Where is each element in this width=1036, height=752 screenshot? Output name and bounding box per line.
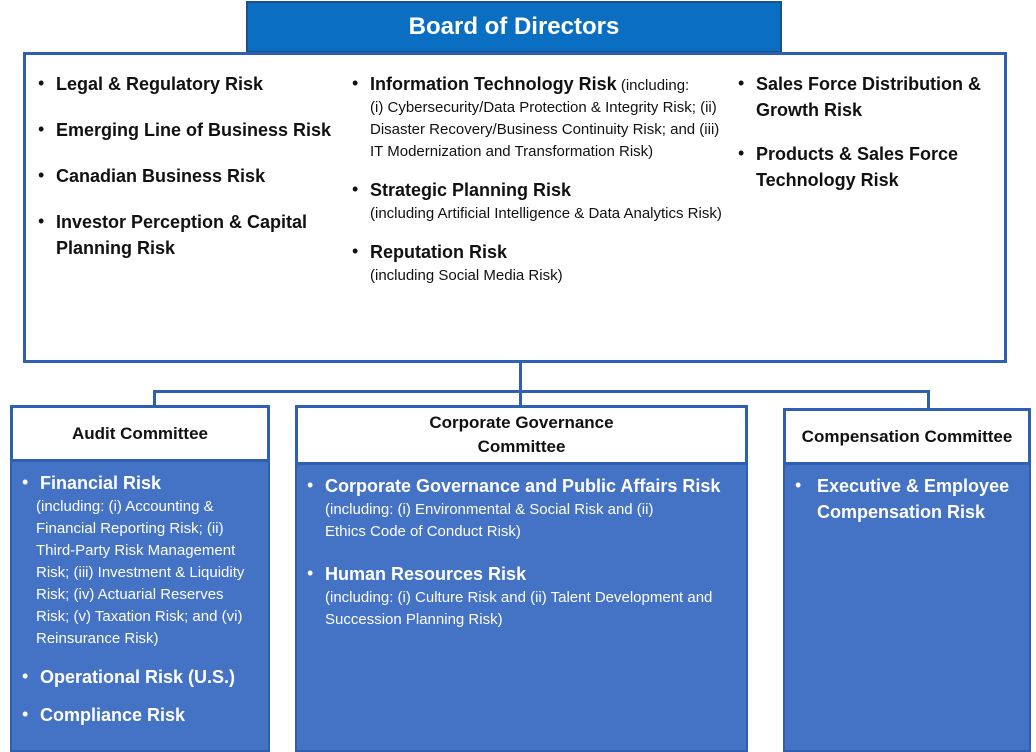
audit-committee-box	[10, 460, 270, 752]
risk-note: (including: (i) Accounting & Financial Reporting Risk; (ii) Third-Party Risk Management Risk; (iii) Investment & Liquidity Risk; (iv) Actuarial Reserves Risk; (v) Taxation Risk; and (vi) Reinsurance Risk)	[36, 498, 245, 647]
risk-label: • Strategic Planning Risk	[370, 180, 572, 200]
risk-label: • Executive & Employee Compensation Risk	[817, 476, 1010, 522]
committee-risk-item	[785, 473, 1029, 525]
board-risk-item	[34, 163, 344, 189]
board-column-3	[734, 71, 1004, 211]
board-risk-item	[734, 141, 1004, 193]
risk-note-inline: (including:	[616, 77, 690, 94]
risk-label: • Operational Risk (U.S.)	[40, 667, 236, 687]
risk-label: Emerging Line of Business Risk	[56, 120, 332, 140]
risk-note: (including: (i) Culture Risk and (ii) Talent Development and Succession Planning Risk)	[325, 589, 713, 628]
committee-risk-item	[297, 473, 746, 543]
risk-label: Information Technology Risk	[370, 74, 617, 94]
audit-committee-title: Audit Committee	[10, 405, 270, 462]
governance-committee-box	[295, 463, 748, 752]
board-risk-box	[23, 52, 1007, 363]
risk-label: • Financial Risk	[40, 473, 162, 493]
committee-risk-item	[297, 561, 746, 631]
risk-note: (including Artificial Intelligence & Data Analytics Risk)	[370, 205, 722, 222]
board-column-2	[348, 71, 730, 301]
board-column-1	[34, 71, 344, 281]
board-risk-item	[348, 71, 730, 163]
board-risk-item	[34, 71, 344, 97]
risk-label: • Corporate Governance and Public Affairs Risk	[325, 476, 721, 496]
risk-note: (including: (i) Environmental & Social Risk and (ii) Ethics Code of Conduct Risk)	[325, 501, 654, 540]
risk-label: Sales Force Distribution & Growth Risk	[756, 74, 982, 120]
risk-note: (including Social Media Risk)	[370, 267, 563, 284]
board-risk-item	[348, 177, 730, 225]
connector-compensation	[927, 390, 930, 408]
connector-vertical-main	[519, 363, 522, 392]
compensation-committee-title: Compensation Committee	[783, 408, 1031, 465]
board-risk-item	[34, 117, 344, 143]
risk-label: Legal & Regulatory Risk	[56, 74, 264, 94]
board-title: Board of Directors	[246, 1, 782, 53]
compensation-committee-box	[783, 463, 1031, 752]
governance-committee-title: Corporate Governance Committee	[295, 405, 748, 465]
committee-risk-item	[12, 702, 268, 728]
committee-risk-item	[12, 470, 268, 650]
risk-label: Investor Perception & Capital Planning Risk	[56, 212, 308, 258]
board-risk-item	[734, 71, 1004, 123]
risk-label: • Reputation Risk	[370, 242, 508, 262]
board-risk-item	[34, 209, 344, 261]
connector-horizontal	[153, 390, 930, 393]
committee-risk-item	[12, 664, 268, 690]
risk-label: • Compliance Risk	[40, 705, 186, 725]
board-risk-item	[348, 239, 730, 287]
risk-label: Products & Sales Force Technology Risk	[756, 144, 959, 190]
risk-label: • Human Resources Risk	[325, 564, 527, 584]
risk-label: Canadian Business Risk	[56, 166, 266, 186]
risk-note: (i) Cybersecurity/Data Protection & Integrity Risk; (ii) Disaster Recovery/Business Continuity Risk; and (iii) IT Modernization and Transformation Risk)	[370, 99, 720, 160]
